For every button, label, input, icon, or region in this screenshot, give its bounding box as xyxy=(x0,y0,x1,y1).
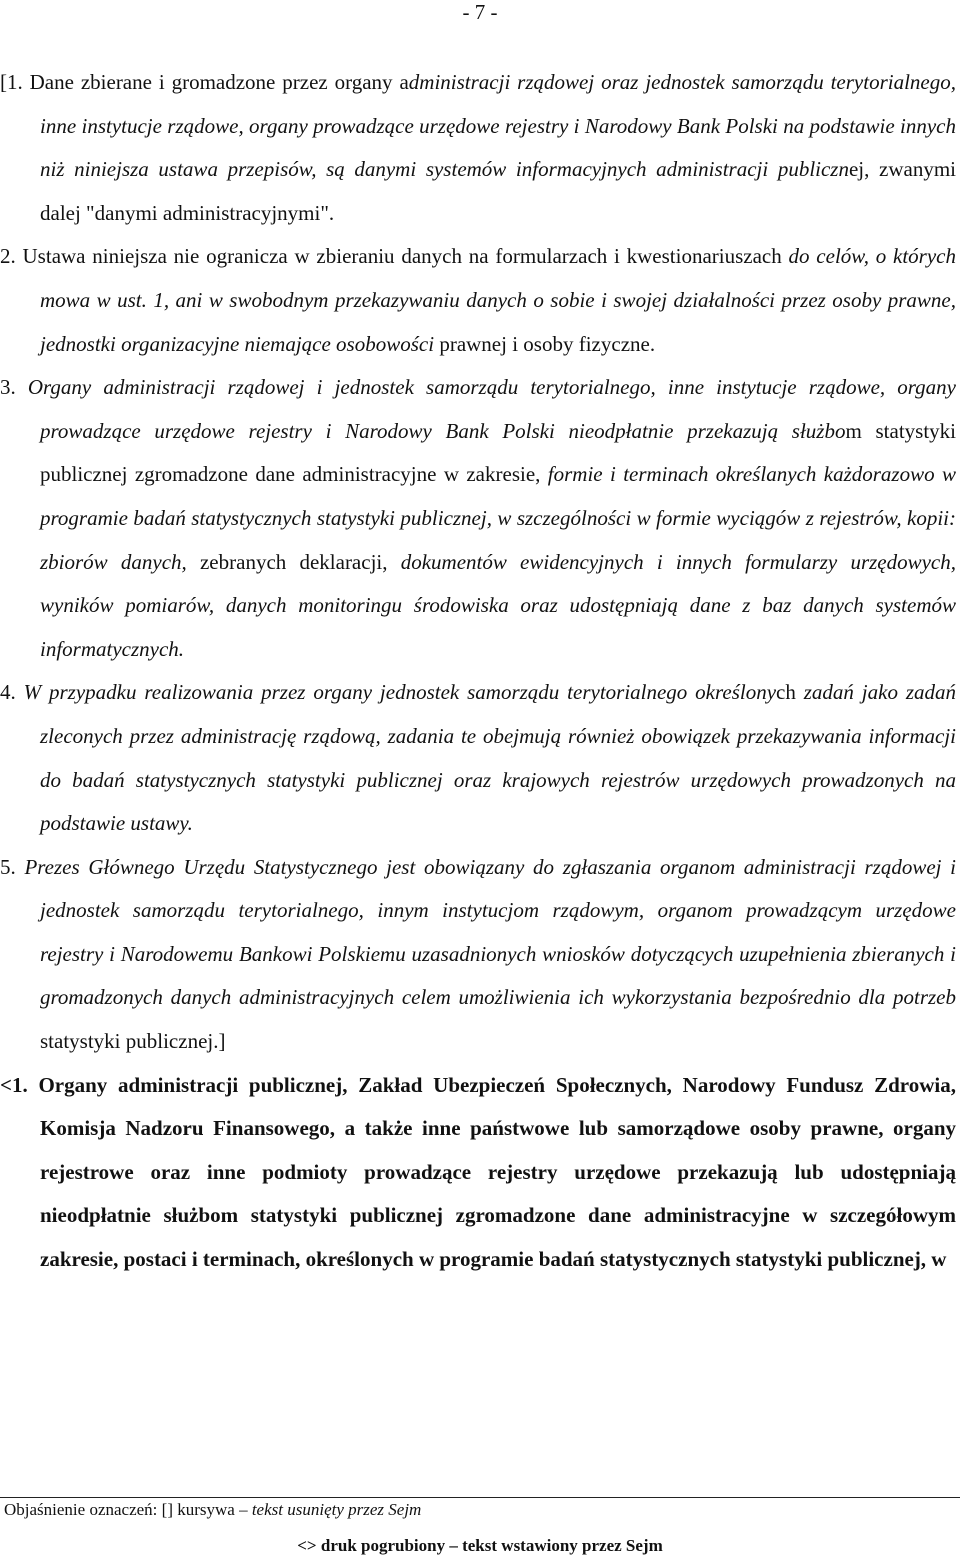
text-run: statystyki publicznej.] xyxy=(40,1029,226,1054)
legend-label: Objaśnienie oznaczeń: xyxy=(4,1500,158,1519)
legend-brackets: [] kursywa – xyxy=(157,1500,252,1519)
text-run: 3. xyxy=(0,375,28,400)
text-run: dministracji rządowej oraz jednostek samorządu terytorialnego, inne instytucje rządowe, organy prowadzące urzędowe rejestry i Narodowy Bank Polski na podstawie innych niż niniejsza ustawa przepisów, są danymi systemów informacyjnych administracji publiczn xyxy=(40,70,956,182)
text-run: do celów, o których mowa w ust. 1, ani w swobodnym przekazywaniu danych o sobie i swojej działalności przez osoby prawne, jednostki organizacyjne niemające osobowości xyxy=(40,244,956,356)
text-run: 4. xyxy=(0,680,24,705)
text-run: zebranych deklaracji, xyxy=(199,549,401,574)
text-run: dokumentów ewidencyjnych i innych formularzy urzędowych, wyników pomiarów, danych monitoringu środowiska oraz udostępniają dane z baz danych systemów informatycznych. xyxy=(40,549,957,661)
text-run: W przypadku realizowania przez organy jednostek samorządu terytorialnego określony xyxy=(23,680,777,705)
text-run: <1. Organy administracji publicznej, Zakład Ubezpieczeń Społecznych, Narodowy Fundusz Zdrowia, Komisja Nadzoru Finansowego, a także inne państwowe lub samorządowe osoby prawne, organy rejestrowe oraz inne podmioty prowadzące rejestry urzędowe przekazują lub udostępniają nieodpłatnie służbom statystyki publicznej zgromadzone dane administracyjne w szczegółowym zakresie, postaci i terminach, określonych w programie badań statystycznych statystyki publicznej, w xyxy=(0,1072,956,1272)
text-run: ch xyxy=(776,680,804,705)
text-run: Prezes Głównego Urzędu Statystycznego jest obowiązany do zgłaszania organom administracji rządowej i jednostek samorządu terytorialnego, innym instytucjom rządowym, organom prowadzącym urzędowe rejestry i Narodowemu Bankowi Polskiemu uzasadnionych wniosków dotyczących uzupełnienia zbieranych i gromadzonych danych administracyjnych celem umożliwienia ich wykorzystania bezpośrednio dla potrzeb xyxy=(24,854,956,1010)
legend-brackets-desc: tekst usunięty przez Sejm xyxy=(251,1500,422,1519)
paragraph-6-inserted xyxy=(0,1064,960,1282)
page-number: - 7 - xyxy=(462,0,498,24)
footer-divider xyxy=(0,1497,960,1498)
paragraph-1 xyxy=(0,61,960,235)
document-body xyxy=(0,61,960,1282)
paragraph-5 xyxy=(0,846,960,1064)
text-run: [1. Dane zbierane i gromadzone przez organy a xyxy=(0,70,409,94)
text-run: zadań jako zadań zleconych przez administrację rządową, zadania te obejmują również obowiązek przekazywania informacji do badań statystycznych statystyki publicznej oraz krajowych rejestrów urzędowych prowadzonych na podstawie ustawy. xyxy=(40,680,956,836)
paragraph-3 xyxy=(0,366,960,671)
text-run: prawnej i osoby fizyczne. xyxy=(439,331,656,356)
text-run: Organy administracji rządowej i jednostek samorządu terytorialnego, inne instytucje rządowe, organy prowadzące urzędowe rejestry i Narodowy Bank Polski nieodpłatnie przekazują służbo xyxy=(27,375,956,443)
text-run: 5. xyxy=(0,854,25,879)
footer-legend-bold: <> druk pogrubiony – tekst wstawiony przez Sejm xyxy=(297,1536,663,1555)
footer-legend xyxy=(4,1499,421,1521)
paragraph-4 xyxy=(0,671,960,845)
text-run: ej, zwanymi dalej "danymi administracyjnymi". xyxy=(40,157,956,225)
text-run: formie i terminach określanych każdorazowo w programie badań statystycznych statystyki publicznej, w szczególności w formie wyciągów z rejestrów, kopii: zbiorów danych, xyxy=(40,462,956,574)
text-run: 2. Ustawa niniejsza nie ogranicza w zbieraniu danych na formularzach i kwestionariuszach xyxy=(0,244,789,269)
text-run: m statystyki publicznej zgromadzone dane administracyjne w zakresie, xyxy=(40,418,956,487)
paragraph-2 xyxy=(0,235,960,366)
